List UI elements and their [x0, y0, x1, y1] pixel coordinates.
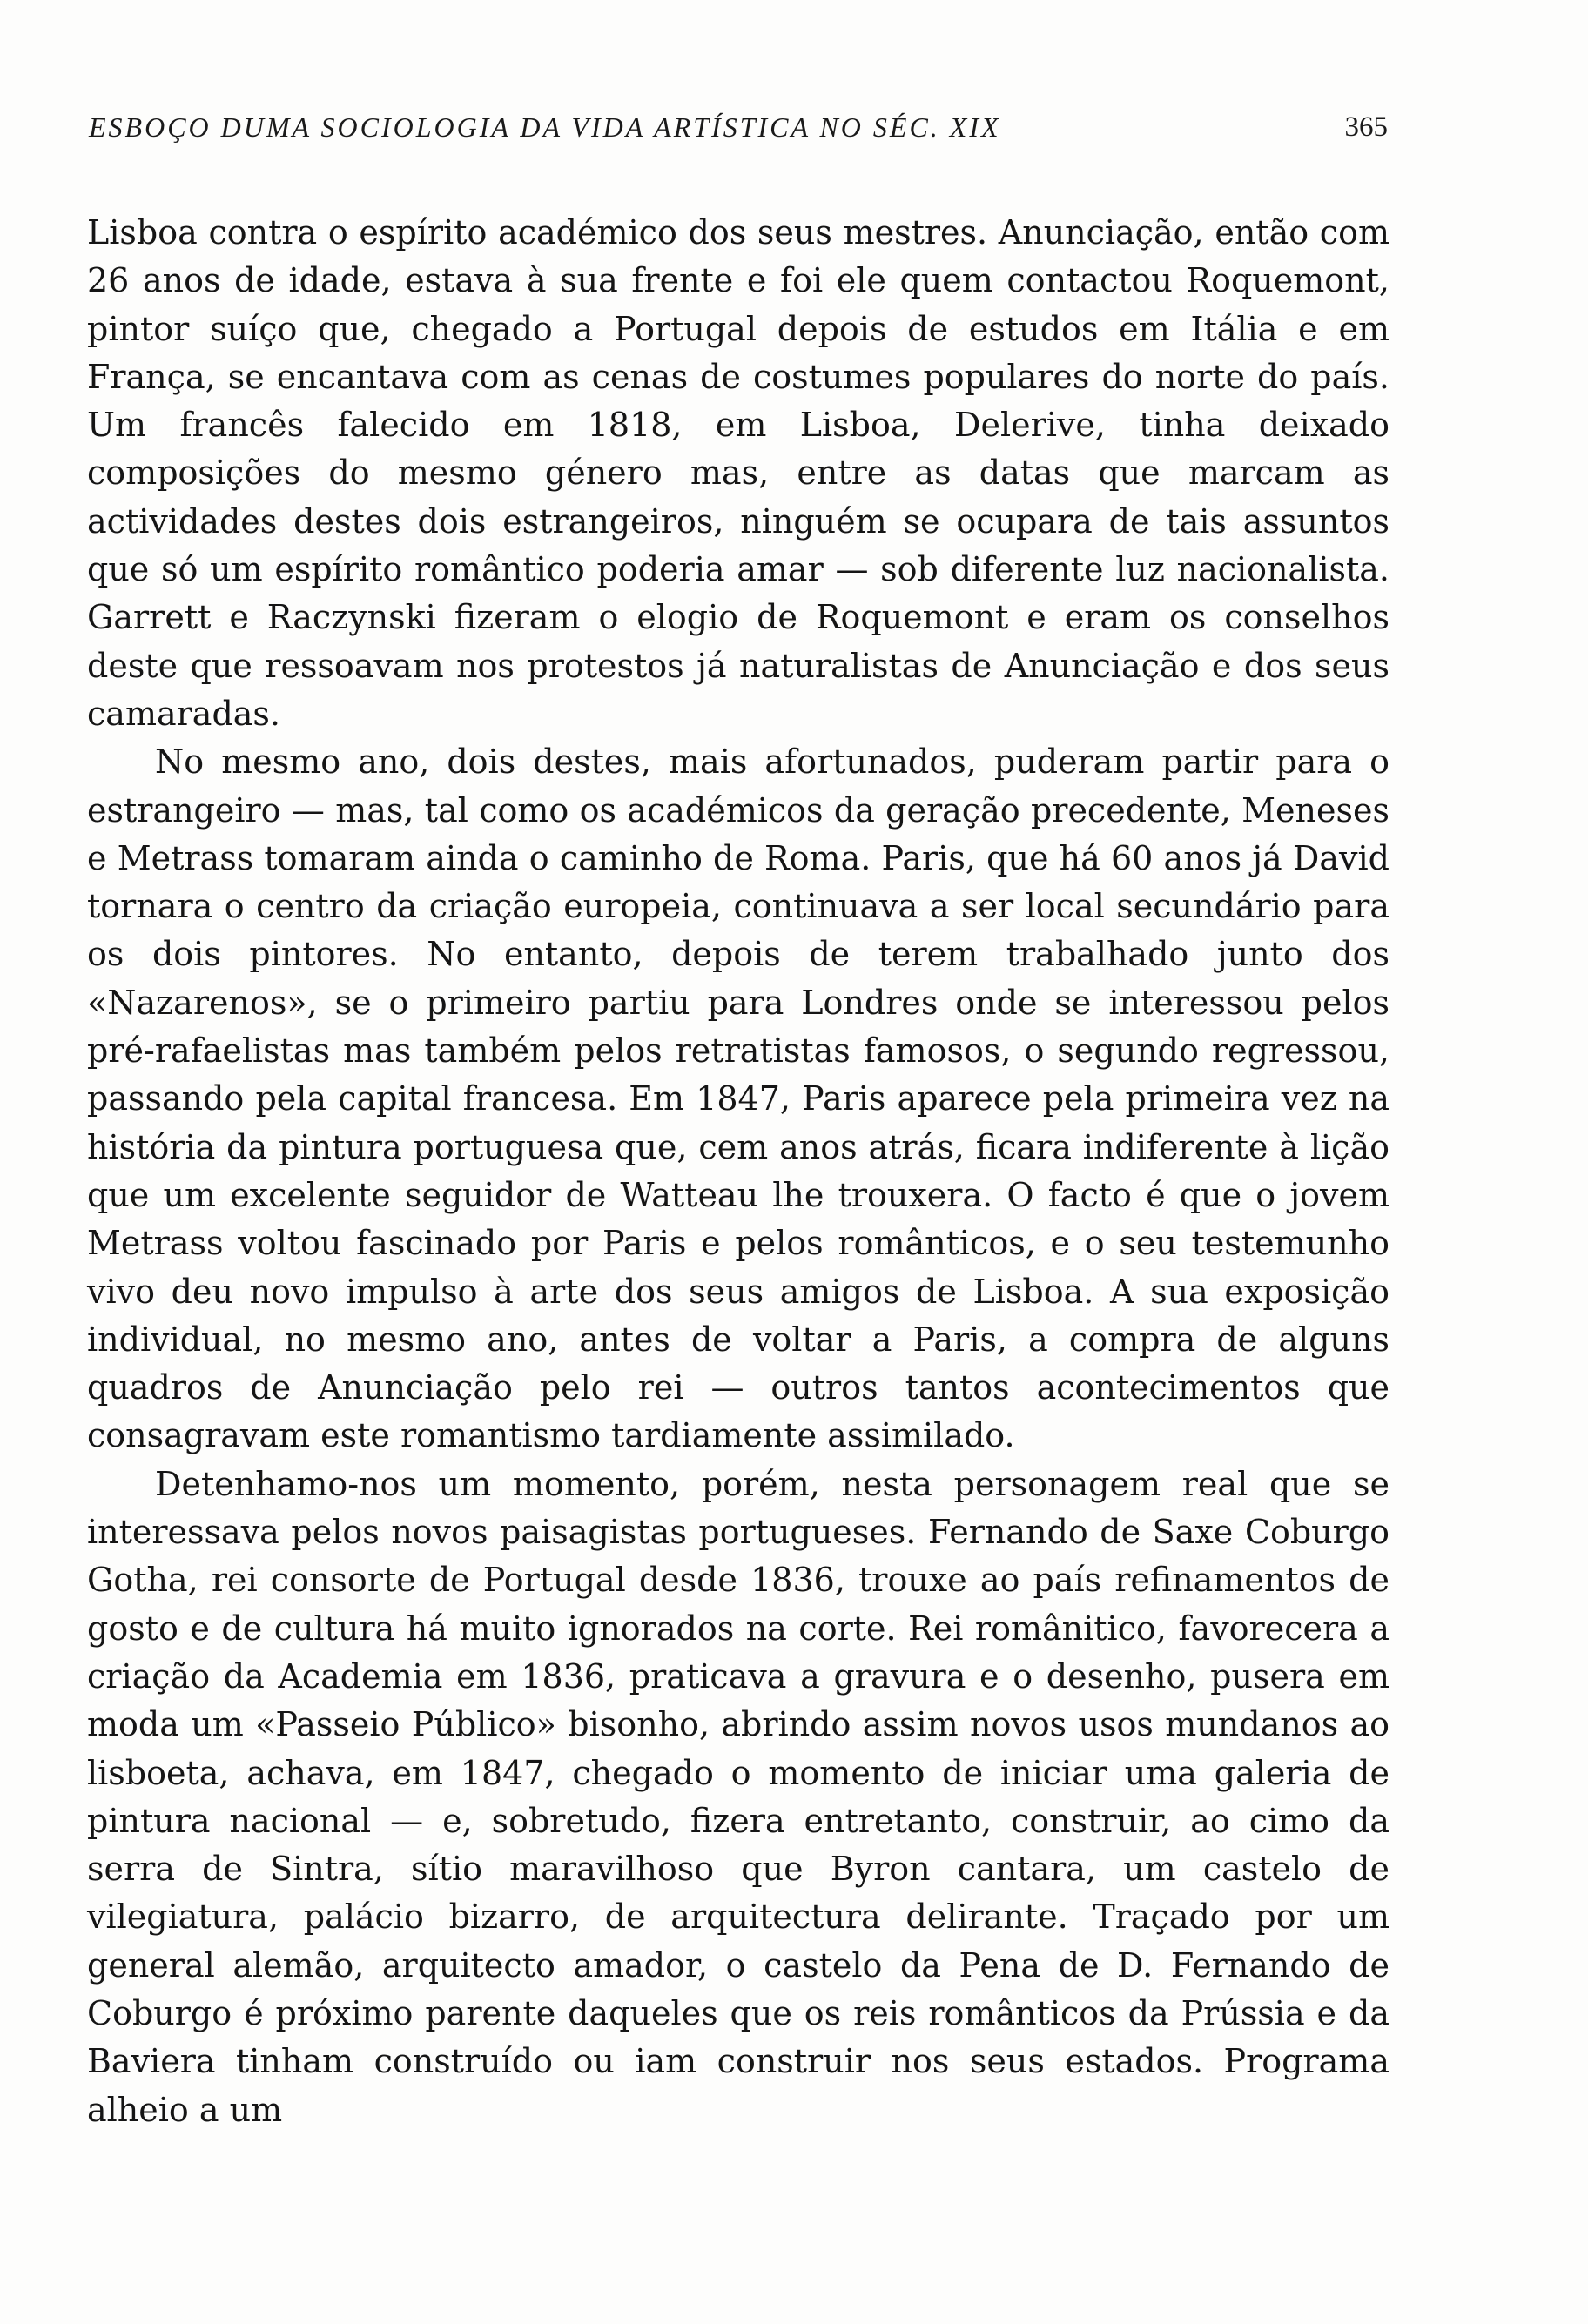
page-number: 365 [1344, 111, 1388, 143]
paragraph-continued: Lisboa contra o espírito académico dos seus mestres. Anunciação, então com 26 anos de idade, estava à sua frente e foi ele quem contactou Roquemont, pintor suíço que, chegado a Portugal depois de estudos em Itália e em França, se encantava com as cenas de costumes populares do norte do país. Um francês falecido em 1818, em Lisboa, Delerive, tinha deixado composições do mesmo género mas, entre as datas que marcam as actividades destes dois estrangeiros, ninguém se ocupara de tais assuntos que só um espírito romântico poderia amar — sob diferente luz nacionalista. Garrett e Raczynski fizeram o elogio de Roquemont e eram os conselhos deste que ressoavam nos protestos já naturalistas de Anunciação e dos seus camaradas. [87, 213, 1390, 733]
body-text [87, 209, 1390, 2134]
running-title: ESBOÇO DUMA SOCIOLOGIA DA VIDA ARTÍSTICA NO SÉC. XIX [89, 111, 1001, 143]
running-head [89, 111, 1388, 155]
paragraph: Detenhamo-nos um momento, porém, nesta personagem real que se interessava pelos novos paisagistas portugueses. Fernando de Saxe Coburgo Gotha, rei consorte de Portugal desde 1836, trouxe ao país refinamentos de gosto e de cultura há muito ignorados na corte. Rei românitico, favorecera a criação da Academia em 1836, praticava a gravura e o desenho, pusera em moda um «Passeio Público» bisonho, abrindo assim novos usos mundanos ao lisboeta, achava, em 1847, chegado o momento de iniciar uma galeria de pintura nacional — e, sobretudo, fizera entretanto, construir, ao cimo da serra de Sintra, sítio maravilhoso que Byron cantara, um castelo de vilegiatura, palácio bizarro, de arquitectura delirante. Traçado por um general alemão, arquitecto amador, o castelo da Pena de D. Fernando de Coburgo é próximo parente daqueles que os reis românticos da Prússia e da Baviera tinham construído ou iam construir nos seus estados. Programa alheio a um [87, 1464, 1390, 2129]
paragraph: No mesmo ano, dois destes, mais afortunados, puderam partir para o estrangeiro — mas, tal como os académicos da geração precedente, Meneses e Metrass tomaram ainda o caminho de Roma. Paris, que há 60 anos já David tornara o centro da criação europeia, continuava a ser local secundário para os dois pintores. No entanto, depois de terem trabalhado junto dos «Nazarenos», se o primeiro partiu para Londres onde se interessou pelos pré-rafaelistas mas também pelos retratistas famosos, o segundo regressou, passando pela capital francesa. Em 1847, Paris aparece pela primeira vez na história da pintura portuguesa que, cem anos atrás, ficara indiferente à lição que um excelente seguidor de Watteau lhe trouxera. O facto é que o jovem Metrass voltou fascinado por Paris e pelos românticos, e o seu testemunho vivo deu novo impulso à arte dos seus amigos de Lisboa. A sua exposição individual, no mesmo ano, antes de voltar a Paris, a compra de alguns quadros de Anunciação pelo rei — outros tantos acontecimentos que consagravam este romantismo tardiamente assimilado. [87, 742, 1390, 1455]
